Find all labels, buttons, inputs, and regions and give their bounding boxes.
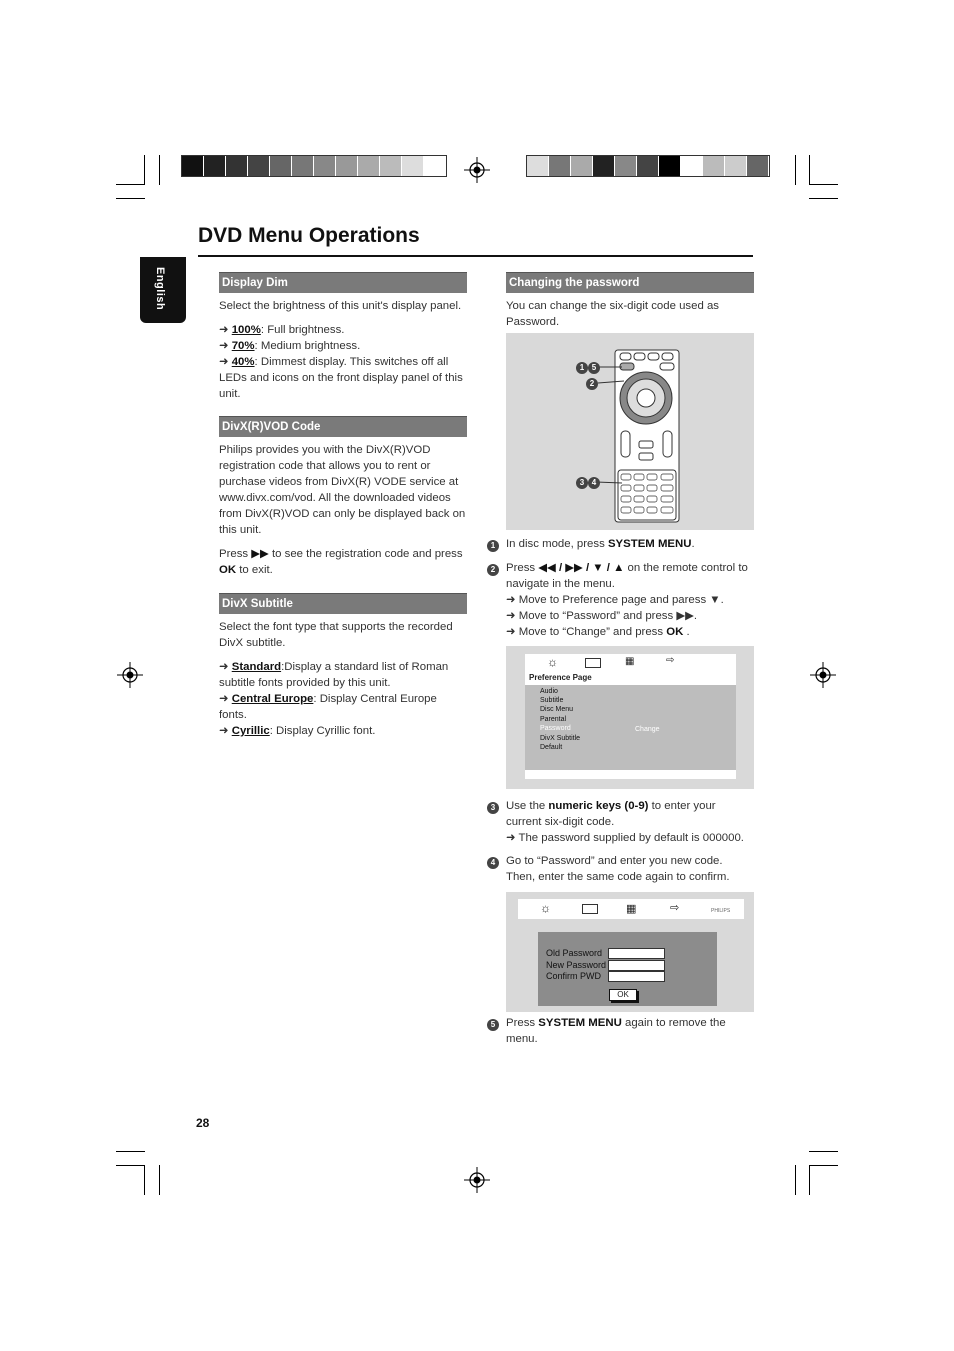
- option-text: : Full brightness.: [260, 324, 345, 336]
- new-password-field[interactable]: [608, 960, 665, 971]
- crop-mark: [809, 1165, 810, 1195]
- grid-icon: ▦: [626, 903, 637, 915]
- menu-item-subtitle[interactable]: Subtitle: [540, 697, 564, 704]
- arrow-icon: ➜: [506, 626, 519, 638]
- crop-mark: [116, 1165, 145, 1166]
- option-text: :Display a standard list of Roman subtitle fonts provided by this unit.: [219, 661, 449, 689]
- crop-mark: [809, 184, 838, 185]
- exit-icon: ⇨: [666, 655, 675, 666]
- password-dialog: [538, 932, 717, 1006]
- grid-icon: ▦: [625, 656, 635, 667]
- ok-key: OK: [666, 626, 684, 638]
- option-central-europe: [219, 691, 467, 723]
- text-span: Press: [506, 562, 539, 574]
- option-text: : Dimmest display. This switches off all LEDs and icons on the front display panel of this unit.: [219, 356, 463, 400]
- crop-mark: [144, 1165, 145, 1195]
- option-100: [219, 322, 467, 338]
- crop-mark: [809, 1151, 838, 1152]
- option-key: Central Europe: [231, 693, 314, 705]
- crop-mark: [809, 155, 810, 185]
- step-2-sub: [506, 608, 754, 624]
- ok-key: OK: [219, 564, 237, 576]
- step-marker: 4: [588, 477, 600, 489]
- remote-callout: [576, 362, 600, 374]
- registration-mark-icon: [464, 157, 490, 183]
- arrow-icon: ➜: [219, 356, 232, 368]
- text-span: .: [691, 538, 695, 550]
- text-span: Use the: [506, 800, 549, 812]
- text-span: to see the registration code and press: [268, 548, 463, 560]
- crop-mark: [159, 1165, 160, 1195]
- numeric-keys-label: numeric keys (0-9): [548, 800, 649, 812]
- step-marker: 3: [576, 477, 588, 489]
- step-number: 2: [487, 564, 499, 576]
- crop-mark: [116, 1151, 145, 1152]
- option-text: : Display Cyrillic font.: [269, 725, 376, 737]
- menu-item-disc-menu[interactable]: Disc Menu: [540, 706, 574, 713]
- system-menu-key: SYSTEM MENU: [538, 1017, 622, 1029]
- text-span: Move to Preference page and paress ▼.: [518, 594, 724, 606]
- remote-control-figure: [506, 333, 754, 530]
- registration-mark-icon: [464, 1167, 490, 1193]
- menu-item-password[interactable]: Password: [540, 725, 571, 732]
- step-number: 5: [487, 1019, 499, 1031]
- password-change-option[interactable]: Change: [635, 726, 660, 733]
- step-1-marker: [487, 537, 499, 555]
- step-marker: 1: [576, 362, 588, 374]
- option-cyrillic: [219, 723, 467, 739]
- text-span: to enter your current six-digit code.: [506, 800, 716, 828]
- remote-control-icon: [506, 333, 754, 530]
- confirm-password-label: Confirm PWD: [546, 971, 602, 981]
- crop-mark: [795, 1165, 796, 1195]
- forward-icon: ▶▶: [251, 548, 269, 560]
- password-heading: Changing the password: [506, 272, 754, 293]
- step-4-text: Go to “Password” and enter you new code. Then, enter the same code again to confirm.: [506, 855, 730, 883]
- old-password-label: Old Password: [546, 948, 603, 958]
- divx-vod-instruction: [219, 546, 467, 578]
- preference-page-figure: [506, 646, 754, 789]
- divx-subtitle-heading: DivX Subtitle: [219, 593, 467, 614]
- option-text: : Medium brightness.: [254, 340, 361, 352]
- step-3-sub: [506, 830, 754, 846]
- option-key: Standard: [231, 661, 282, 673]
- divx-subtitle-options: [219, 659, 467, 739]
- gear-icon: ☼: [540, 901, 551, 915]
- text-span: Move to “Change” and press: [518, 626, 667, 638]
- arrow-icon: ➜: [219, 661, 232, 673]
- brand-label: PHILIPS: [711, 908, 731, 914]
- new-password-label: New Password: [546, 960, 607, 970]
- password-entry-figure: [506, 892, 754, 1012]
- menu-icon-bar: [525, 654, 736, 672]
- option-key: 70%: [231, 340, 255, 352]
- menu-item-default[interactable]: Default: [540, 744, 563, 751]
- arrow-icon: ➜: [506, 594, 519, 606]
- arrow-icon: ➜: [219, 693, 232, 705]
- arrow-icon: ➜: [219, 725, 232, 737]
- option-40: [219, 354, 467, 402]
- registration-mark-icon: [810, 662, 836, 688]
- password-intro: You can change the six-digit code used as Password.: [506, 300, 719, 328]
- remote-callout: [586, 378, 598, 390]
- divx-vod-heading: DivX(R)VOD Code: [219, 416, 467, 437]
- ok-button[interactable]: OK: [609, 989, 637, 1001]
- page-title: DVD Menu Operations: [198, 224, 420, 247]
- film-icon: [582, 904, 598, 914]
- menu-item-audio[interactable]: Audio: [540, 688, 558, 695]
- preference-menu-title: Preference Page: [525, 672, 736, 685]
- page-number: 28: [196, 1116, 210, 1130]
- text-span: .: [683, 626, 690, 638]
- menu-footer-bar: [525, 770, 736, 779]
- text-span: Press: [219, 548, 252, 560]
- step-3-main: [506, 798, 754, 830]
- title-divider: [198, 255, 753, 257]
- display-dim-options: [219, 322, 467, 402]
- step-2-marker: [487, 561, 499, 579]
- step-4-marker: [487, 854, 499, 872]
- remote-callout: [576, 477, 600, 489]
- menu-icon-bar: [518, 899, 744, 919]
- text-span: again to remove the menu.: [506, 1017, 726, 1045]
- gray-scale-bar: [181, 155, 447, 177]
- old-password-field[interactable]: [608, 948, 665, 959]
- nav-keys-icon: ◀◀ / ▶▶ / ▼ / ▲: [538, 562, 625, 574]
- display-dim-intro: Select the brightness of this unit's display panel.: [219, 300, 462, 312]
- film-icon: [585, 658, 601, 668]
- option-standard: [219, 659, 467, 691]
- step-number: 1: [487, 540, 499, 552]
- crop-mark: [144, 155, 145, 185]
- step-5-marker: [487, 1016, 499, 1034]
- step-1-text: [506, 536, 754, 552]
- gear-icon: ☼: [547, 655, 558, 669]
- arrow-icon: ➜: [219, 340, 232, 352]
- arrow-icon: ➜: [506, 832, 519, 844]
- divx-vod-paragraph: Philips provides you with the DivX(R)VOD registration code that allows you to rent or purchase videos from DivX(R) VODE service at www.divx.com/vod. All the downloaded videos from DivX(R)VOD can only be displayed back on this unit.: [219, 444, 466, 536]
- step-2-sub: [506, 592, 754, 608]
- text-span: The password supplied by default is 000000.: [518, 832, 744, 844]
- step-5-text: [506, 1015, 751, 1047]
- menu-item-divx-subtitle[interactable]: DivX Subtitle: [540, 735, 581, 742]
- option-key: Cyrillic: [231, 725, 270, 737]
- text-span: In disc mode, press: [506, 538, 608, 550]
- step-marker: 2: [586, 378, 598, 390]
- step-number: 4: [487, 857, 499, 869]
- step-marker: 5: [588, 362, 600, 374]
- crop-mark: [116, 198, 145, 199]
- crop-mark: [809, 198, 838, 199]
- arrow-icon: ➜: [219, 324, 232, 336]
- crop-mark: [159, 155, 160, 185]
- text-span: to exit.: [236, 564, 273, 576]
- registration-mark-icon: [117, 662, 143, 688]
- option-key: 100%: [231, 324, 261, 336]
- preference-menu: [525, 672, 736, 770]
- option-70: [219, 338, 467, 354]
- step-3-text: [506, 798, 754, 846]
- gray-scale-bar: [526, 155, 770, 177]
- confirm-password-field[interactable]: [608, 971, 665, 982]
- step-number: 3: [487, 802, 499, 814]
- display-dim-heading: Display Dim: [219, 272, 467, 293]
- divx-subtitle-intro: Select the font type that supports the recorded DivX subtitle.: [219, 621, 453, 649]
- menu-item-parental[interactable]: Parental: [540, 716, 567, 723]
- step-2-sub: [506, 624, 754, 640]
- text-span: Move to “Password” and press ▶▶.: [518, 610, 698, 622]
- crop-mark: [795, 155, 796, 185]
- language-tab-label: English: [154, 267, 166, 311]
- exit-icon: ⇨: [670, 902, 680, 914]
- step-3-marker: [487, 799, 499, 817]
- option-text: : Display Central Europe fonts.: [219, 693, 437, 721]
- text-span: Press: [506, 1017, 539, 1029]
- language-tab: [140, 257, 186, 323]
- text-span: on the remote control to navigate in the menu.: [506, 562, 748, 590]
- option-key: 40%: [231, 356, 255, 368]
- step-2-text: [506, 560, 754, 640]
- system-menu-key: SYSTEM MENU: [607, 538, 692, 550]
- step-2-main: [506, 560, 754, 592]
- crop-mark: [809, 1165, 838, 1166]
- crop-mark: [116, 184, 145, 185]
- arrow-icon: ➜: [506, 610, 519, 622]
